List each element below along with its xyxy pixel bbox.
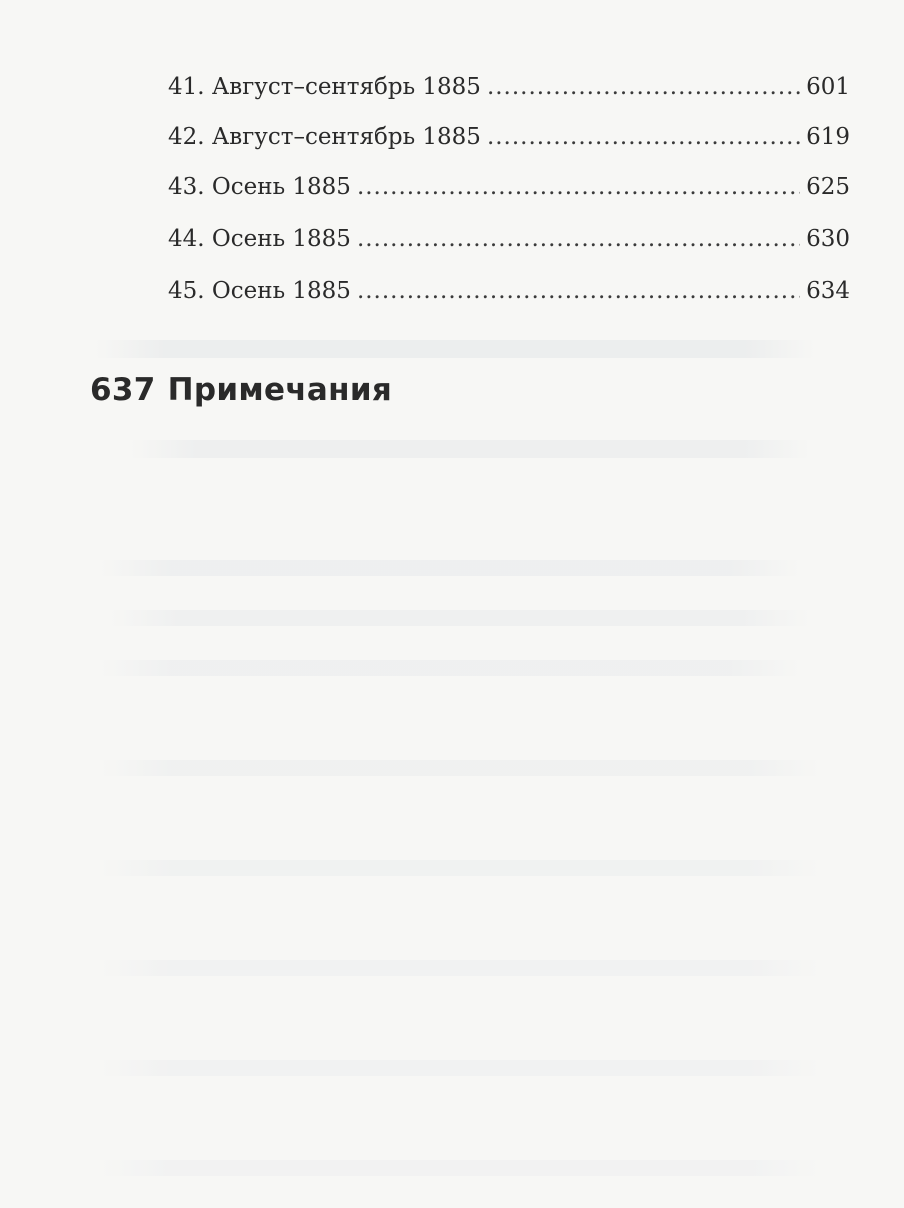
toc-entry-title: 45. Осень 1885 [168, 278, 351, 304]
show-through-line [100, 760, 820, 776]
toc-entry-title: 41. Август–сентябрь 1885 [168, 74, 481, 100]
toc-entry-page: 630 [806, 226, 850, 252]
show-through-line [130, 440, 810, 458]
toc-entry-page: 625 [806, 174, 850, 200]
toc-entry[interactable] [168, 172, 850, 202]
dot-leader [487, 72, 800, 102]
show-through-line [100, 960, 820, 976]
dot-leader [357, 276, 800, 306]
toc-entry-page: 634 [806, 278, 850, 304]
toc-entry[interactable] [168, 122, 850, 152]
show-through-line [100, 560, 800, 576]
show-through-line [110, 610, 810, 626]
section-page-number: 637 [90, 372, 156, 408]
toc-entry-page: 601 [806, 74, 850, 100]
toc-entry-page: 619 [806, 124, 850, 150]
show-through-line [100, 1060, 820, 1076]
toc-entry[interactable] [168, 276, 850, 306]
show-through-line [100, 660, 800, 676]
dot-leader [357, 224, 800, 254]
section-title: Примечания [167, 372, 393, 408]
toc-entry-title: 44. Осень 1885 [168, 226, 351, 252]
show-through-line [95, 340, 815, 358]
section-heading-notes[interactable] [90, 372, 392, 408]
toc-entry-title: 43. Осень 1885 [168, 174, 351, 200]
toc-entry-title: 42. Август–сентябрь 1885 [168, 124, 481, 150]
toc-entry[interactable] [168, 72, 850, 102]
dot-leader [487, 122, 800, 152]
show-through-line [100, 860, 820, 876]
dot-leader [357, 172, 800, 202]
toc-entry[interactable] [168, 224, 850, 254]
show-through-line [100, 1160, 820, 1176]
